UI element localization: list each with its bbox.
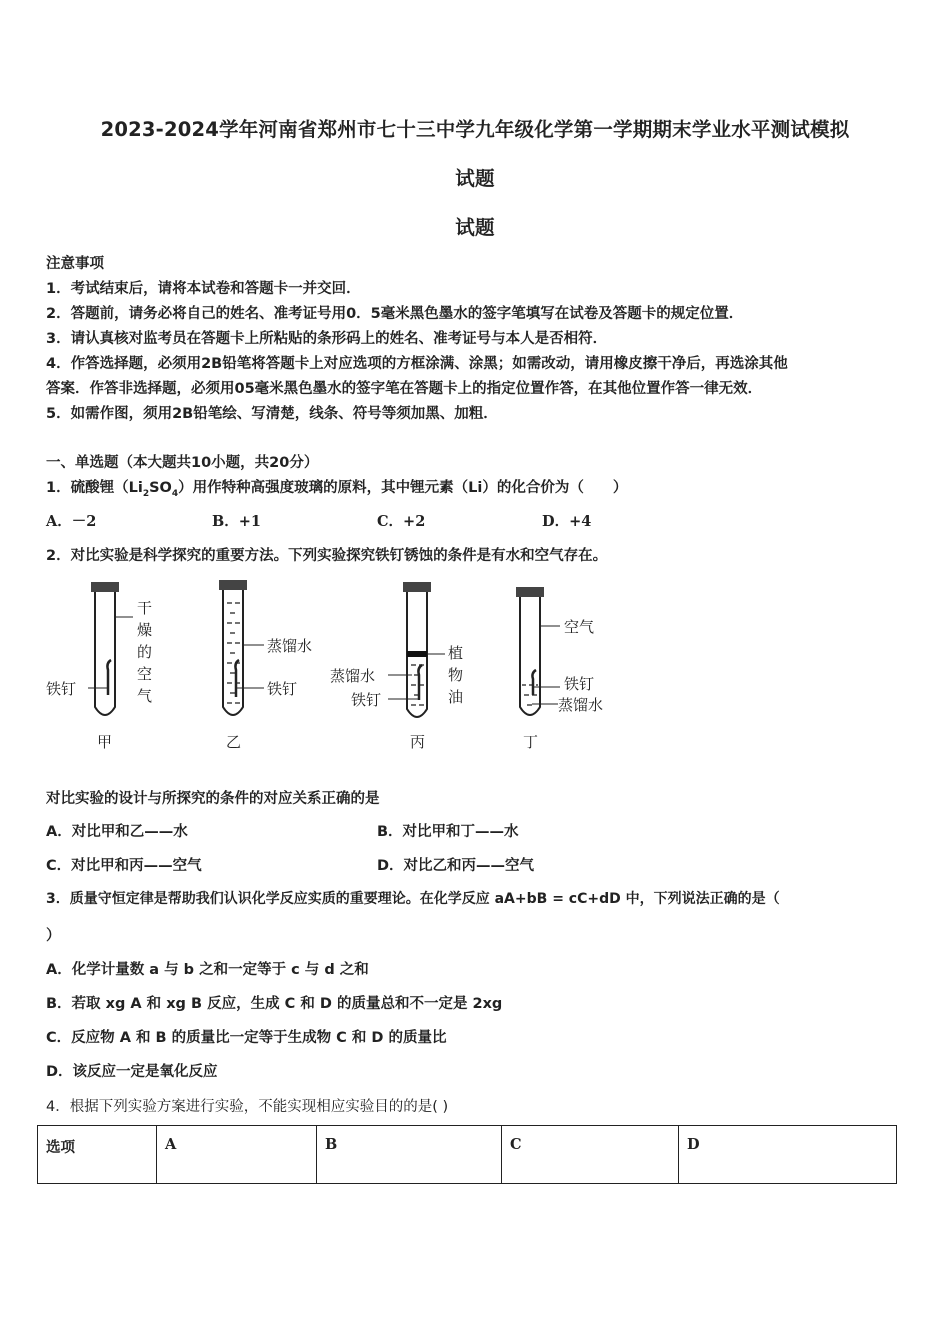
tube-name-yi: 乙 bbox=[226, 733, 242, 751]
question-2-ask: 对比实验的设计与所探究的条件的对应关系正确的是 bbox=[46, 791, 380, 807]
q2-option-c: C．对比甲和丙——空气 bbox=[46, 858, 202, 874]
label-dry-air: 空 bbox=[137, 665, 153, 683]
label-nail-bing: 铁钉 bbox=[351, 691, 382, 709]
label-water-yi: 蒸馏水 bbox=[267, 637, 313, 655]
q2-option-b: B．对比甲和丁——水 bbox=[377, 824, 519, 840]
q1-option-b: B．+1 bbox=[212, 513, 261, 530]
label-plant-oil: 植 bbox=[448, 644, 464, 662]
label-nail-yi: 铁钉 bbox=[267, 680, 298, 698]
notice-item: 1．考试结束后，请将本试卷和答题卡一并交回． bbox=[46, 281, 361, 297]
q1-option-d: D．+4 bbox=[542, 513, 592, 530]
table-header-cell: D bbox=[679, 1126, 897, 1184]
q3-option-a: A．化学计量数 a 与 b 之和一定等于 c 与 d 之和 bbox=[46, 962, 369, 978]
question-3-stem-end: ） bbox=[46, 928, 61, 944]
table-header-cell: 选项 bbox=[38, 1126, 157, 1184]
notice-item: 2．答题前，请务必将自己的姓名、准考证号用0．5毫米黑色墨水的签字笔填写在试卷及答题卡的规定位置． bbox=[46, 306, 744, 322]
label-air-ding: 空气 bbox=[564, 618, 595, 636]
table-header-row bbox=[38, 1126, 897, 1184]
label-plant-oil: 物 bbox=[448, 666, 464, 684]
rusting-experiment-figure bbox=[40, 575, 620, 755]
table-header-cell: C bbox=[502, 1126, 679, 1184]
q3-option-d: D．该反应一定是氧化反应 bbox=[46, 1064, 218, 1080]
table-header-cell: B bbox=[317, 1126, 502, 1184]
notice-item: 5．如需作图，须用2B铅笔绘、写清楚，线条、符号等须加黑、加粗． bbox=[46, 406, 498, 422]
notice-heading: 注意事项 bbox=[46, 256, 104, 272]
exam-title-continued: 试题 bbox=[455, 167, 495, 190]
q2-option-a: A．对比甲和乙——水 bbox=[46, 824, 188, 840]
notice-item: 3．请认真核对监考员在答题卡上所粘贴的条形码上的姓名、准考证号与本人是否相符． bbox=[46, 331, 608, 347]
section-heading: 一、单选题（本大题共10小题，共20分） bbox=[46, 455, 319, 471]
q3-option-c: C．反应物 A 和 B 的质量比一定等于生成物 C 和 D 的质量比 bbox=[46, 1030, 447, 1046]
label-nail-jia: 铁钉 bbox=[46, 680, 77, 698]
label-dry-air: 燥 bbox=[137, 621, 153, 639]
exam-subtitle: 试题 bbox=[455, 216, 495, 239]
q2-option-d: D．对比乙和丙——空气 bbox=[377, 858, 535, 874]
label-dry-air: 气 bbox=[137, 687, 153, 705]
tube-ding bbox=[516, 587, 603, 751]
q1-option-c: C．+2 bbox=[377, 513, 426, 530]
tube-name-jia: 甲 bbox=[97, 733, 113, 751]
tube-name-bing: 丙 bbox=[410, 733, 426, 751]
label-water-bing: 蒸馏水 bbox=[330, 667, 376, 685]
tube-yi bbox=[219, 580, 312, 751]
label-nail-ding: 铁钉 bbox=[564, 675, 595, 693]
q4-options-table bbox=[37, 1125, 897, 1184]
question-2-stem: 2．对比实验是科学探究的重要方法。下列实验探究铁钉锈蚀的条件是有水和空气存在。 bbox=[46, 548, 608, 564]
exam-title: 2023-2024学年河南省郑州市七十三中学九年级化学第一学期期末学业水平测试模拟 bbox=[100, 118, 850, 141]
question-3-stem: 3．质量守恒定律是帮助我们认识化学反应实质的重要理论。在化学反应 aA+bB = cC+dD 中，下列说法正确的是（ bbox=[46, 891, 780, 907]
table-header-cell: A bbox=[157, 1126, 317, 1184]
q3-option-b: B．若取 xg A 和 xg B 反应，生成 C 和 D 的质量总和不一定是 2xg bbox=[46, 996, 503, 1012]
label-dry-air: 的 bbox=[137, 643, 153, 661]
label-water-ding: 蒸馏水 bbox=[558, 696, 604, 714]
tube-jia bbox=[46, 582, 152, 751]
tube-name-ding: 丁 bbox=[523, 733, 539, 751]
question-4-stem: 4．根据下列实验方案进行实验，不能实现相应实验目的的是( ) bbox=[46, 1099, 449, 1115]
notice-item: 4．作答选择题，必须用2B铅笔将答题卡上对应选项的方框涂满、涂黑；如需改动，请用橡皮擦干净后，再选涂其他 bbox=[46, 356, 788, 372]
tube-bing bbox=[330, 582, 463, 751]
notice-item: 答案．作答非选择题，必须用05毫米黑色墨水的签字笔在答题卡上的指定位置作答，在其他位置作答一律无效． bbox=[46, 381, 763, 397]
q1-option-a: A．－2 bbox=[46, 513, 97, 530]
label-dry-air: 干 bbox=[137, 599, 153, 617]
label-plant-oil: 油 bbox=[448, 688, 464, 706]
question-1-stem: 1．硫酸锂$(Li_2SO_4)$用作特种高强度玻璃的原料，其中锂元素（Li）的化合价为（ ） bbox=[46, 480, 628, 499]
